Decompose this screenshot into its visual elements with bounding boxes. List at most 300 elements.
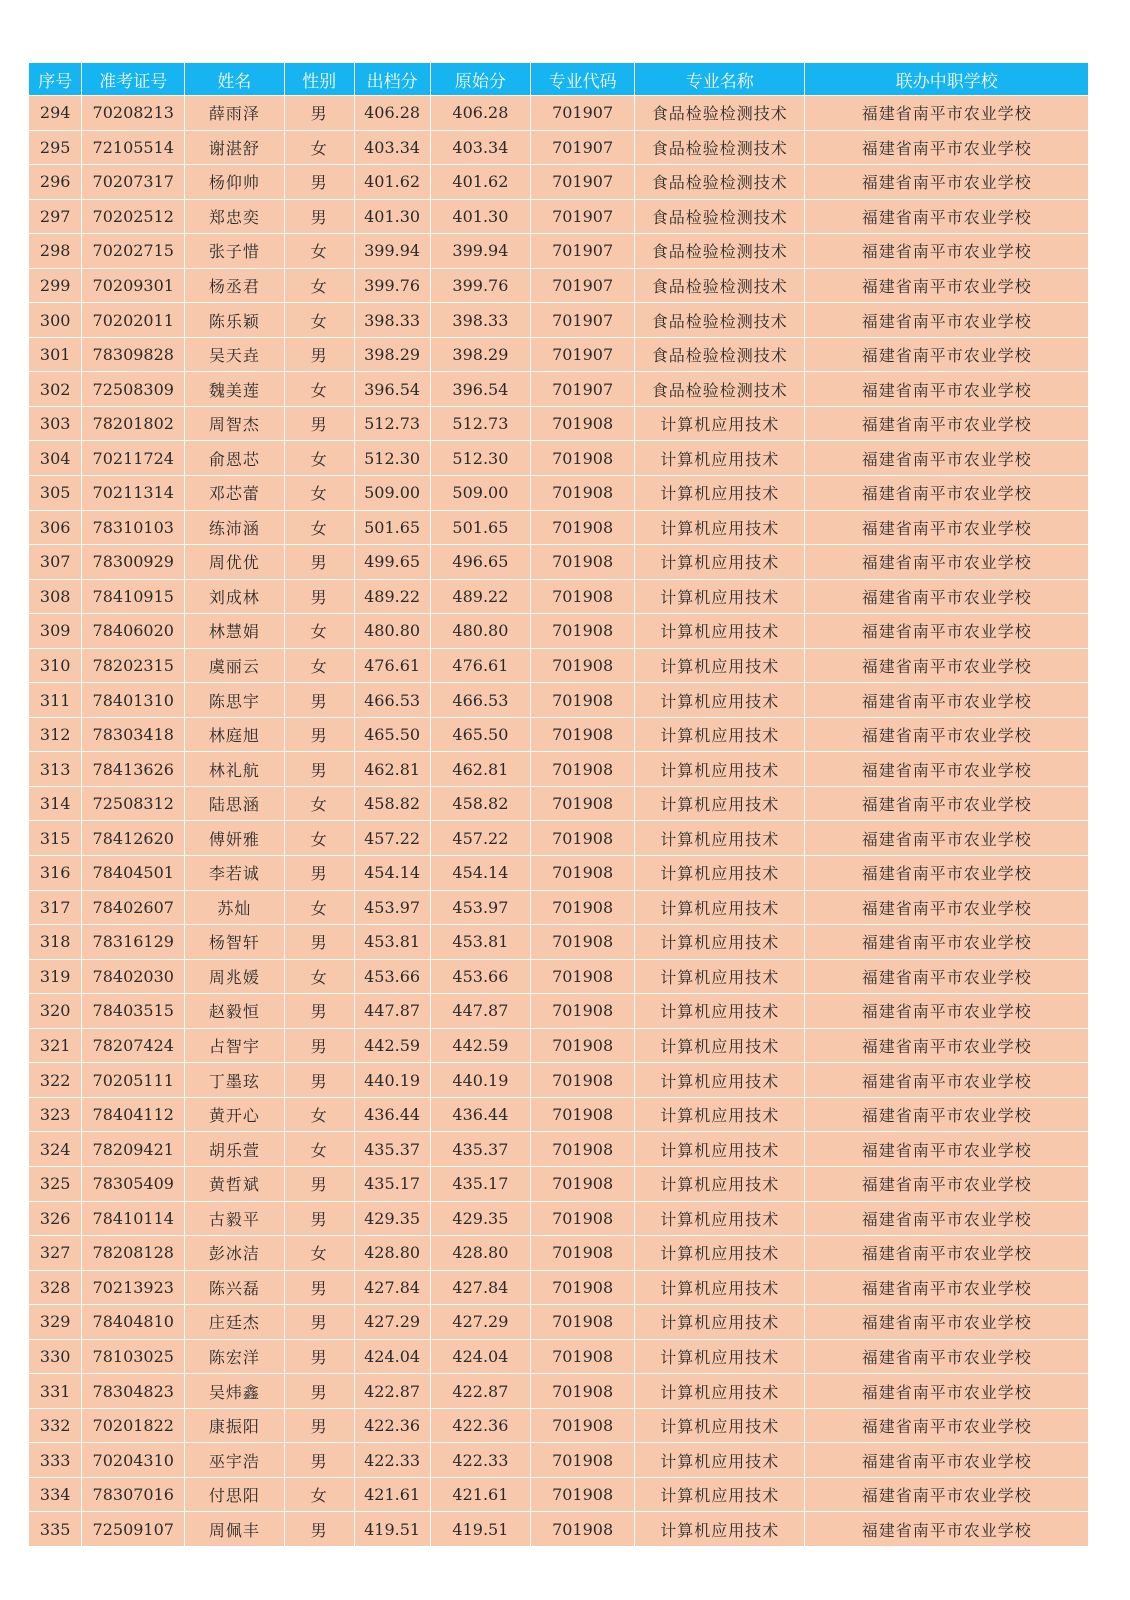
gender-cell: 女	[284, 372, 354, 407]
major-code-cell: 701908	[531, 1063, 635, 1098]
gender-cell: 男	[284, 925, 354, 960]
table-row	[29, 372, 1089, 407]
gender-cell: 男	[284, 579, 354, 614]
school-cell: 福建省南平市农业学校	[805, 1201, 1089, 1236]
seq-cell: 326	[29, 1201, 82, 1236]
admission-score-cell: 427.84	[354, 1270, 430, 1305]
admission-score-cell: 399.94	[354, 234, 430, 269]
major-name-cell: 计算机应用技术	[634, 959, 805, 994]
major-code-cell: 701907	[531, 199, 635, 234]
table-row	[29, 856, 1089, 891]
admission-score-cell: 403.34	[354, 130, 430, 165]
raw-score-cell: 435.37	[430, 1132, 531, 1167]
name-cell: 苏灿	[185, 890, 285, 925]
raw-score-cell: 480.80	[430, 614, 531, 649]
raw-score-cell: 398.29	[430, 337, 531, 372]
name-cell: 付思阳	[185, 1477, 285, 1512]
raw-score-cell: 501.65	[430, 510, 531, 545]
major-name-cell: 计算机应用技术	[634, 648, 805, 683]
name-cell: 林礼航	[185, 752, 285, 787]
admission-score-cell: 428.80	[354, 1236, 430, 1271]
raw-score-cell: 396.54	[430, 372, 531, 407]
exam-id-cell: 78201802	[82, 406, 185, 441]
table-row	[29, 1132, 1089, 1167]
gender-cell: 男	[284, 1443, 354, 1478]
major-name-cell: 食品检验检测技术	[634, 199, 805, 234]
raw-score-cell: 476.61	[430, 648, 531, 683]
table-row	[29, 1097, 1089, 1132]
school-cell: 福建省南平市农业学校	[805, 648, 1089, 683]
gender-cell: 男	[284, 1063, 354, 1098]
gender-cell: 男	[284, 96, 354, 131]
gender-cell: 女	[284, 476, 354, 511]
gender-cell: 女	[284, 130, 354, 165]
gender-cell: 女	[284, 614, 354, 649]
name-cell: 谢湛舒	[185, 130, 285, 165]
name-cell: 李若诚	[185, 856, 285, 891]
name-cell: 杨仰帅	[185, 165, 285, 200]
gender-cell: 男	[284, 1512, 354, 1547]
name-cell: 陆思涵	[185, 786, 285, 821]
exam-id-cell: 78103025	[82, 1339, 185, 1374]
major-name-cell: 计算机应用技术	[634, 1166, 805, 1201]
table-row	[29, 786, 1089, 821]
gender-cell: 女	[284, 786, 354, 821]
raw-score-cell: 457.22	[430, 821, 531, 856]
raw-score-cell: 454.14	[430, 856, 531, 891]
admission-score-cell: 435.17	[354, 1166, 430, 1201]
exam-id-cell: 72508312	[82, 786, 185, 821]
raw-score-cell: 453.81	[430, 925, 531, 960]
seq-cell: 315	[29, 821, 82, 856]
major-name-cell: 食品检验检测技术	[634, 268, 805, 303]
table-header-row	[29, 63, 1089, 96]
gender-cell: 女	[284, 1236, 354, 1271]
raw-score-cell: 406.28	[430, 96, 531, 131]
raw-score-cell: 399.76	[430, 268, 531, 303]
major-name-cell: 计算机应用技术	[634, 1063, 805, 1098]
header-cell: 出档分	[354, 63, 430, 96]
seq-cell: 318	[29, 925, 82, 960]
exam-id-cell: 72508309	[82, 372, 185, 407]
school-cell: 福建省南平市农业学校	[805, 1132, 1089, 1167]
raw-score-cell: 509.00	[430, 476, 531, 511]
major-code-cell: 701908	[531, 856, 635, 891]
admission-score-cell: 489.22	[354, 579, 430, 614]
gender-cell: 男	[284, 1270, 354, 1305]
gender-cell: 男	[284, 406, 354, 441]
admission-score-cell: 442.59	[354, 1028, 430, 1063]
exam-id-cell: 78208128	[82, 1236, 185, 1271]
name-cell: 陈兴磊	[185, 1270, 285, 1305]
major-code-cell: 701908	[531, 1166, 635, 1201]
raw-score-cell: 424.04	[430, 1339, 531, 1374]
major-code-cell: 701908	[531, 648, 635, 683]
admission-score-cell: 499.65	[354, 545, 430, 580]
admission-score-cell: 465.50	[354, 717, 430, 752]
major-name-cell: 食品检验检测技术	[634, 372, 805, 407]
name-cell: 赵毅恒	[185, 994, 285, 1029]
major-code-cell: 701908	[531, 1374, 635, 1409]
major-code-cell: 701908	[531, 614, 635, 649]
major-name-cell: 计算机应用技术	[634, 1408, 805, 1443]
major-name-cell: 计算机应用技术	[634, 476, 805, 511]
major-name-cell: 计算机应用技术	[634, 510, 805, 545]
name-cell: 陈乐颖	[185, 303, 285, 338]
name-cell: 周兆媛	[185, 959, 285, 994]
table-row	[29, 1270, 1089, 1305]
name-cell: 杨智轩	[185, 925, 285, 960]
exam-id-cell: 78413626	[82, 752, 185, 787]
table-row	[29, 1374, 1089, 1409]
seq-cell: 327	[29, 1236, 82, 1271]
school-cell: 福建省南平市农业学校	[805, 1270, 1089, 1305]
name-cell: 黄哲斌	[185, 1166, 285, 1201]
header-cell: 性别	[284, 63, 354, 96]
school-cell: 福建省南平市农业学校	[805, 268, 1089, 303]
seq-cell: 328	[29, 1270, 82, 1305]
school-cell: 福建省南平市农业学校	[805, 994, 1089, 1029]
major-code-cell: 701907	[531, 268, 635, 303]
header-cell: 序号	[29, 63, 82, 96]
admission-score-cell: 501.65	[354, 510, 430, 545]
admission-score-cell: 401.62	[354, 165, 430, 200]
major-code-cell: 701908	[531, 1201, 635, 1236]
gender-cell: 女	[284, 1477, 354, 1512]
admission-score-cell: 447.87	[354, 994, 430, 1029]
major-name-cell: 计算机应用技术	[634, 614, 805, 649]
table-row	[29, 96, 1089, 131]
gender-cell: 男	[284, 1166, 354, 1201]
school-cell: 福建省南平市农业学校	[805, 234, 1089, 269]
header-cell: 专业代码	[531, 63, 635, 96]
table-row	[29, 268, 1089, 303]
name-cell: 张子惜	[185, 234, 285, 269]
school-cell: 福建省南平市农业学校	[805, 337, 1089, 372]
major-code-cell: 701907	[531, 337, 635, 372]
name-cell: 周智杰	[185, 406, 285, 441]
exam-id-cell: 70213923	[82, 1270, 185, 1305]
school-cell: 福建省南平市农业学校	[805, 1063, 1089, 1098]
school-cell: 福建省南平市农业学校	[805, 1477, 1089, 1512]
major-code-cell: 701907	[531, 303, 635, 338]
seq-cell: 313	[29, 752, 82, 787]
exam-id-cell: 70207317	[82, 165, 185, 200]
table-row	[29, 1305, 1089, 1340]
seq-cell: 321	[29, 1028, 82, 1063]
school-cell: 福建省南平市农业学校	[805, 303, 1089, 338]
major-name-cell: 计算机应用技术	[634, 579, 805, 614]
gender-cell: 女	[284, 821, 354, 856]
school-cell: 福建省南平市农业学校	[805, 786, 1089, 821]
seq-cell: 330	[29, 1339, 82, 1374]
school-cell: 福建省南平市农业学校	[805, 510, 1089, 545]
seq-cell: 314	[29, 786, 82, 821]
gender-cell: 男	[284, 1374, 354, 1409]
table-row	[29, 510, 1089, 545]
exam-id-cell: 70211724	[82, 441, 185, 476]
school-cell: 福建省南平市农业学校	[805, 1097, 1089, 1132]
name-cell: 古毅平	[185, 1201, 285, 1236]
header-cell: 准考证号	[82, 63, 185, 96]
major-code-cell: 701908	[531, 683, 635, 718]
name-cell: 傅妍雅	[185, 821, 285, 856]
school-cell: 福建省南平市农业学校	[805, 476, 1089, 511]
name-cell: 周佩丰	[185, 1512, 285, 1547]
seq-cell: 319	[29, 959, 82, 994]
raw-score-cell: 422.33	[430, 1443, 531, 1478]
exam-id-cell: 70204310	[82, 1443, 185, 1478]
seq-cell: 311	[29, 683, 82, 718]
major-code-cell: 701908	[531, 1097, 635, 1132]
seq-cell: 325	[29, 1166, 82, 1201]
major-code-cell: 701907	[531, 234, 635, 269]
exam-id-cell: 70202011	[82, 303, 185, 338]
major-code-cell: 701907	[531, 372, 635, 407]
name-cell: 陈思宇	[185, 683, 285, 718]
major-name-cell: 计算机应用技术	[634, 1236, 805, 1271]
school-cell: 福建省南平市农业学校	[805, 856, 1089, 891]
table-row	[29, 441, 1089, 476]
school-cell: 福建省南平市农业学校	[805, 890, 1089, 925]
major-name-cell: 计算机应用技术	[634, 821, 805, 856]
seq-cell: 298	[29, 234, 82, 269]
raw-score-cell: 399.94	[430, 234, 531, 269]
name-cell: 林庭旭	[185, 717, 285, 752]
gender-cell: 男	[284, 1408, 354, 1443]
seq-cell: 309	[29, 614, 82, 649]
gender-cell: 男	[284, 856, 354, 891]
exam-id-cell: 78404810	[82, 1305, 185, 1340]
admission-score-cell: 429.35	[354, 1201, 430, 1236]
table-row	[29, 199, 1089, 234]
raw-score-cell: 421.61	[430, 1477, 531, 1512]
admission-score-cell: 422.87	[354, 1374, 430, 1409]
exam-id-cell: 78410915	[82, 579, 185, 614]
major-name-cell: 计算机应用技术	[634, 752, 805, 787]
admission-score-cell: 476.61	[354, 648, 430, 683]
table-row	[29, 1512, 1089, 1547]
table-row	[29, 476, 1089, 511]
seq-cell: 301	[29, 337, 82, 372]
gender-cell: 男	[284, 717, 354, 752]
admission-score-cell: 398.33	[354, 303, 430, 338]
seq-cell: 294	[29, 96, 82, 131]
gender-cell: 女	[284, 1097, 354, 1132]
major-code-cell: 701907	[531, 130, 635, 165]
school-cell: 福建省南平市农业学校	[805, 545, 1089, 580]
seq-cell: 332	[29, 1408, 82, 1443]
admission-score-cell: 422.33	[354, 1443, 430, 1478]
seq-cell: 316	[29, 856, 82, 891]
school-cell: 福建省南平市农业学校	[805, 579, 1089, 614]
school-cell: 福建省南平市农业学校	[805, 752, 1089, 787]
exam-id-cell: 78404501	[82, 856, 185, 891]
seq-cell: 312	[29, 717, 82, 752]
table-row	[29, 1443, 1089, 1478]
exam-id-cell: 78410114	[82, 1201, 185, 1236]
school-cell: 福建省南平市农业学校	[805, 1305, 1089, 1340]
gender-cell: 男	[284, 683, 354, 718]
school-cell: 福建省南平市农业学校	[805, 1512, 1089, 1547]
name-cell: 练沛涵	[185, 510, 285, 545]
major-name-cell: 计算机应用技术	[634, 890, 805, 925]
table-row	[29, 1477, 1089, 1512]
school-cell: 福建省南平市农业学校	[805, 96, 1089, 131]
seq-cell: 307	[29, 545, 82, 580]
table-row	[29, 648, 1089, 683]
seq-cell: 322	[29, 1063, 82, 1098]
exam-id-cell: 70202715	[82, 234, 185, 269]
gender-cell: 男	[284, 994, 354, 1029]
admission-score-cell: 398.29	[354, 337, 430, 372]
header-cell: 姓名	[185, 63, 285, 96]
major-name-cell: 计算机应用技术	[634, 406, 805, 441]
raw-score-cell: 466.53	[430, 683, 531, 718]
major-code-cell: 701908	[531, 717, 635, 752]
exam-id-cell: 78406020	[82, 614, 185, 649]
admission-score-cell: 512.73	[354, 406, 430, 441]
raw-score-cell: 462.81	[430, 752, 531, 787]
table-row	[29, 925, 1089, 960]
major-name-cell: 计算机应用技术	[634, 683, 805, 718]
header-cell: 专业名称	[634, 63, 805, 96]
major-code-cell: 701908	[531, 890, 635, 925]
major-code-cell: 701908	[531, 1443, 635, 1478]
school-cell: 福建省南平市农业学校	[805, 1166, 1089, 1201]
exam-id-cell: 78305409	[82, 1166, 185, 1201]
admission-score-cell: 436.44	[354, 1097, 430, 1132]
seq-cell: 304	[29, 441, 82, 476]
school-cell: 福建省南平市农业学校	[805, 925, 1089, 960]
gender-cell: 女	[284, 234, 354, 269]
table-row	[29, 717, 1089, 752]
name-cell: 占智宇	[185, 1028, 285, 1063]
major-code-cell: 701908	[531, 1132, 635, 1167]
major-code-cell: 701908	[531, 752, 635, 787]
major-name-cell: 计算机应用技术	[634, 994, 805, 1029]
name-cell: 吴天垚	[185, 337, 285, 372]
name-cell: 康振阳	[185, 1408, 285, 1443]
exam-id-cell: 70201822	[82, 1408, 185, 1443]
gender-cell: 女	[284, 303, 354, 338]
exam-id-cell: 72105514	[82, 130, 185, 165]
gender-cell: 男	[284, 1305, 354, 1340]
exam-id-cell: 78304823	[82, 1374, 185, 1409]
major-name-cell: 计算机应用技术	[634, 786, 805, 821]
name-cell: 胡乐萱	[185, 1132, 285, 1167]
gender-cell: 女	[284, 648, 354, 683]
seq-cell: 305	[29, 476, 82, 511]
raw-score-cell: 458.82	[430, 786, 531, 821]
raw-score-cell: 512.30	[430, 441, 531, 476]
table-row	[29, 165, 1089, 200]
school-cell: 福建省南平市农业学校	[805, 717, 1089, 752]
gender-cell: 男	[284, 165, 354, 200]
major-code-cell: 701908	[531, 821, 635, 856]
gender-cell: 女	[284, 510, 354, 545]
exam-id-cell: 70209301	[82, 268, 185, 303]
raw-score-cell: 435.17	[430, 1166, 531, 1201]
major-name-cell: 计算机应用技术	[634, 1201, 805, 1236]
admission-score-cell: 453.81	[354, 925, 430, 960]
major-code-cell: 701908	[531, 1236, 635, 1271]
admission-score-cell: 427.29	[354, 1305, 430, 1340]
raw-score-cell: 429.35	[430, 1201, 531, 1236]
name-cell: 薛雨泽	[185, 96, 285, 131]
major-name-cell: 计算机应用技术	[634, 717, 805, 752]
table-row	[29, 337, 1089, 372]
school-cell: 福建省南平市农业学校	[805, 406, 1089, 441]
table-row	[29, 234, 1089, 269]
raw-score-cell: 403.34	[430, 130, 531, 165]
raw-score-cell: 465.50	[430, 717, 531, 752]
exam-id-cell: 78403515	[82, 994, 185, 1029]
exam-id-cell: 78401310	[82, 683, 185, 718]
exam-id-cell: 78202315	[82, 648, 185, 683]
admission-score-cell: 399.76	[354, 268, 430, 303]
raw-score-cell: 442.59	[430, 1028, 531, 1063]
admission-score-cell: 435.37	[354, 1132, 430, 1167]
name-cell: 俞恩芯	[185, 441, 285, 476]
raw-score-cell: 427.29	[430, 1305, 531, 1340]
raw-score-cell: 489.22	[430, 579, 531, 614]
table-row	[29, 1339, 1089, 1374]
table-row	[29, 1236, 1089, 1271]
exam-id-cell: 70205111	[82, 1063, 185, 1098]
school-cell: 福建省南平市农业学校	[805, 1339, 1089, 1374]
seq-cell: 308	[29, 579, 82, 614]
raw-score-cell: 422.36	[430, 1408, 531, 1443]
admission-score-cell: 424.04	[354, 1339, 430, 1374]
major-code-cell: 701908	[531, 1477, 635, 1512]
name-cell: 黄开心	[185, 1097, 285, 1132]
raw-score-cell: 422.87	[430, 1374, 531, 1409]
major-name-cell: 计算机应用技术	[634, 441, 805, 476]
major-code-cell: 701908	[531, 545, 635, 580]
name-cell: 庄廷杰	[185, 1305, 285, 1340]
admission-score-cell: 462.81	[354, 752, 430, 787]
seq-cell: 334	[29, 1477, 82, 1512]
name-cell: 邓芯蕾	[185, 476, 285, 511]
major-code-cell: 701908	[531, 441, 635, 476]
raw-score-cell: 398.33	[430, 303, 531, 338]
name-cell: 刘成林	[185, 579, 285, 614]
seq-cell: 329	[29, 1305, 82, 1340]
school-cell: 福建省南平市农业学校	[805, 959, 1089, 994]
admission-score-cell: 401.30	[354, 199, 430, 234]
name-cell: 林慧娟	[185, 614, 285, 649]
gender-cell: 男	[284, 199, 354, 234]
school-cell: 福建省南平市农业学校	[805, 165, 1089, 200]
table-row	[29, 683, 1089, 718]
admission-score-cell: 440.19	[354, 1063, 430, 1098]
school-cell: 福建省南平市农业学校	[805, 1236, 1089, 1271]
school-cell: 福建省南平市农业学校	[805, 1028, 1089, 1063]
table-row	[29, 959, 1089, 994]
major-name-cell: 食品检验检测技术	[634, 303, 805, 338]
school-cell: 福建省南平市农业学校	[805, 1443, 1089, 1478]
table-row	[29, 1201, 1089, 1236]
raw-score-cell: 428.80	[430, 1236, 531, 1271]
exam-id-cell: 78209421	[82, 1132, 185, 1167]
table-row	[29, 545, 1089, 580]
gender-cell: 男	[284, 1201, 354, 1236]
major-name-cell: 食品检验检测技术	[634, 130, 805, 165]
seq-cell: 302	[29, 372, 82, 407]
major-code-cell: 701908	[531, 959, 635, 994]
exam-id-cell: 70208213	[82, 96, 185, 131]
